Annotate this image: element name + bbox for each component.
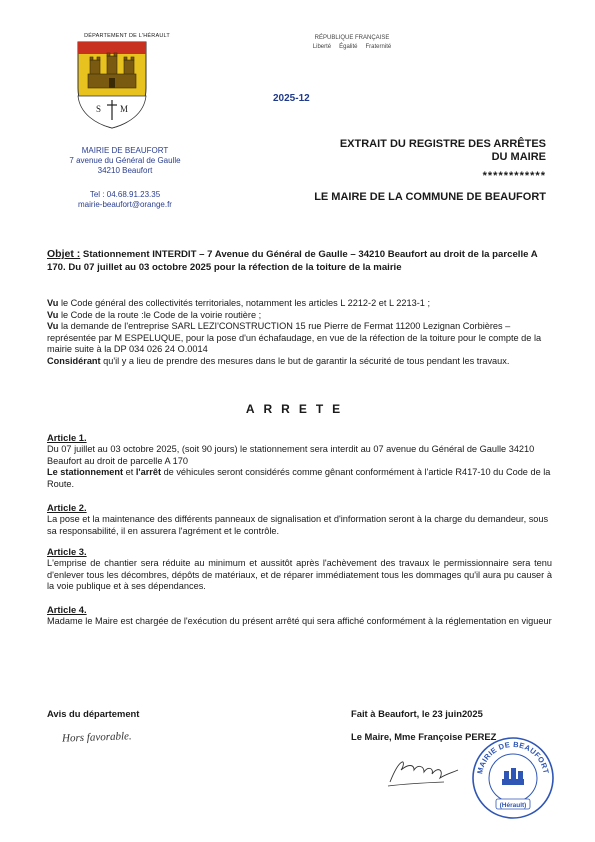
- signing-place-date: Fait à Beaufort, le 23 juin2025: [351, 708, 483, 719]
- article-1-parking: Le stationnement et l'arrêt de véhicules seront considérés comme gênant conformément à l'article R417-10 du Code de la Route.: [47, 467, 551, 490]
- article-4-title: Article 4.: [47, 604, 87, 615]
- stars-separator: ************: [482, 170, 546, 182]
- stamp-bottom-text: (Hérault): [499, 802, 527, 809]
- article-1-title: Article 1.: [47, 432, 87, 443]
- subject-text: Stationnement INTERDIT – 7 Avenue du Général de Gaulle – 34210 Beaufort au droit de la parcelle A 170. Du 07 juillet au 03 octobre 2025 pour la réfection de la toiture de la mairie: [47, 249, 538, 273]
- article-1-text: Du 07 juillet au 03 octobre 2025, (soit 90 jours) le stationnement sera interdit au 07 avenue du Général de Gaulle 34210 Beaufort au droit de parcelle A 170: [47, 443, 535, 466]
- article-4-text: Madame le Maire est chargée de l'exécution du présent arrêté qui sera affiché conformément à la réglementation en vigueur: [47, 615, 552, 626]
- mairie-phone: Tel : 04.68.91.23.35: [89, 190, 161, 199]
- vu-cgct: Vu le Code général des collectivités territoriales, notamment les articles L 2212-2 et L 2213-1 ;: [47, 298, 431, 308]
- subject-label: Objet :: [47, 248, 81, 260]
- department-name: DÉPARTEMENT DE L'HÉRAULT: [84, 33, 170, 39]
- arrete-title: ARRETE: [245, 402, 350, 416]
- article-2-title: Article 2.: [47, 502, 87, 513]
- article-4: [47, 604, 552, 628]
- mairie-name: MAIRIE DE BEAUFORT: [81, 146, 169, 155]
- article-3-title: Article 3.: [47, 546, 87, 557]
- mairie-contact-block: [50, 146, 200, 210]
- mairie-city: 34210 Beaufort: [97, 166, 153, 175]
- republic-motto: Liberté Égalité Fraternité: [312, 44, 392, 50]
- mairie-email: mairie-beaufort@orange.fr: [78, 200, 172, 209]
- crest-letter-left: S: [96, 104, 102, 114]
- article-3: [47, 546, 552, 593]
- mayor-signature-icon: [384, 752, 464, 792]
- department-opinion-label: Avis du département: [47, 708, 140, 719]
- article-2-text: La pose et la maintenance des différents panneaux de signalisation et d'information seront à la charge du demandeur, sous sa responsabilité, il en assurera l'agrément et le contrôle.: [47, 513, 549, 536]
- article-3-text: L'emprise de chantier sera réduite au minimum et aussitôt après l'achèvement des travaux le permissionnaire sera tenu d'enlever tous les décombres, dépôts de matériaux, et de réparer immédiatement tous les dommages qu'il aura pu causer à la voie publique et à ses dépendances.: [47, 557, 552, 592]
- republic-heading: [292, 34, 412, 52]
- article-2: [47, 502, 552, 537]
- municipal-crest-icon: [76, 40, 148, 130]
- handwritten-opinion-text: Hors favorable.: [61, 730, 132, 745]
- legal-references: [47, 298, 552, 368]
- stamp-top-text: MAIRIE DE BEAUFORT: [475, 739, 551, 775]
- mayor-heading: LE MAIRE DE LA COMMUNE DE BEAUFORT: [314, 191, 546, 203]
- subject-line: [47, 248, 552, 274]
- mayor-signatory: Le Maire, Mme Françoise PEREZ: [351, 731, 497, 742]
- republic-name: RÉPUBLIQUE FRANÇAISE: [314, 35, 390, 41]
- vu-code-route: Vu le Code de la route :le Code de la voirie routière ;: [47, 309, 262, 320]
- mairie-street: 7 avenue du Général de Gaulle: [69, 156, 181, 165]
- vu-demande: Vu la demande de l'entreprise SARL LEZI'CONSTRUCTION 15 rue Pierre de Fermat 11200 Lezignan Corbières – représentée par M ESPELUQUE, pour la pose d'un échafaudage, en vue de la réfection de la toiture pour le compte de la mairie suite à la DP 034 026 24 O.0014: [47, 321, 542, 355]
- register-title: EXTRAIT DU REGISTRE DES ARRÊTES DU MAIRE: [339, 138, 546, 163]
- considerant: Considérant qu'il y a lieu de prendre des mesures dans le but de garantir la sécurité de tous pendant les travaux.: [47, 355, 510, 366]
- crest-letter-right: M: [120, 104, 129, 114]
- mairie-stamp-icon: [470, 735, 556, 821]
- reference-number: 2025-12: [273, 93, 310, 104]
- article-1: [47, 432, 552, 491]
- handwritten-opinion-note: [60, 722, 170, 750]
